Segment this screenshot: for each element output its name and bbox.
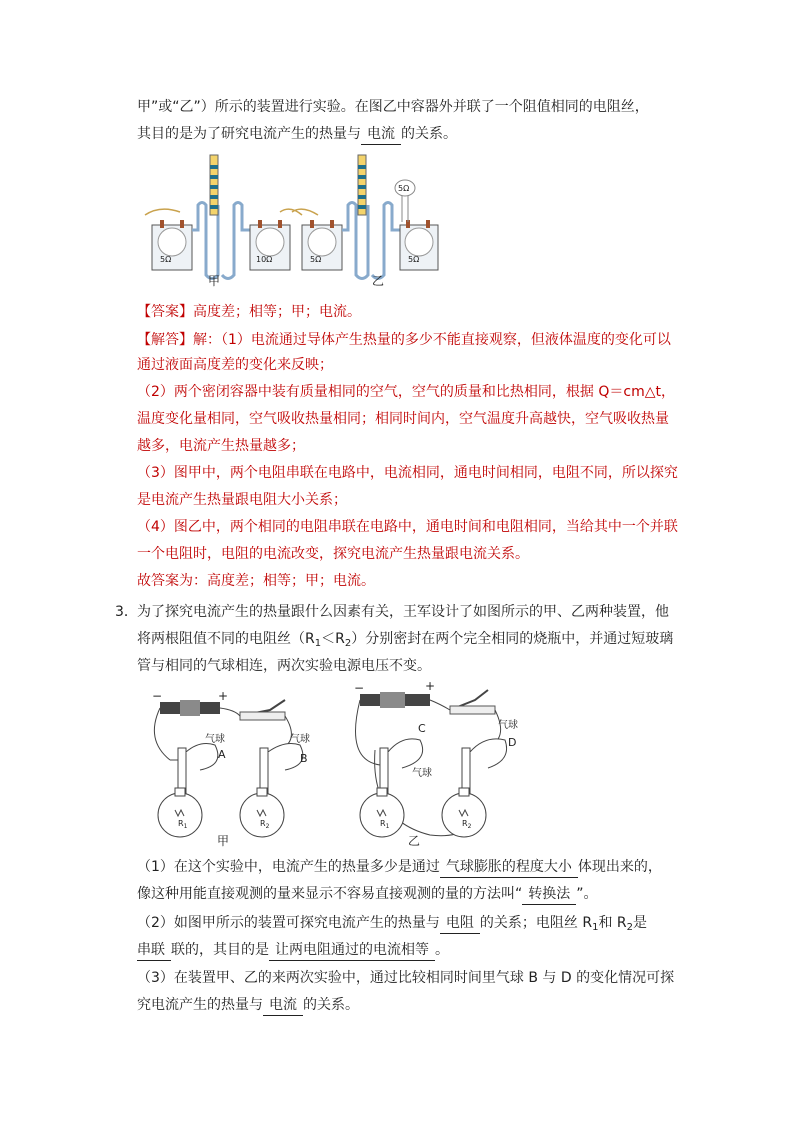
resistor-label: 5Ω — [398, 184, 410, 193]
resistor-label: $R_1$ — [380, 819, 390, 830]
q3-sub2-line2: 串联 联的，其目的是 让两电阻通过的电流相等 。 — [137, 940, 449, 961]
answer-line: 【答案】高度差；相等；甲；电流。 — [137, 304, 361, 320]
solution-line: （3）图甲中，两个电阻串联在电路中，电流相同，通电时间相同，电阻不同，所以探究 — [137, 465, 678, 481]
q3-figure — [140, 680, 540, 845]
resistor-label: 5Ω — [408, 255, 420, 264]
resistor-label: $R_2$ — [260, 819, 270, 830]
q2-intro-line1: 甲”或“乙”）所示的装置进行实验。在图乙中容器外并联了一个阻值相同的电阻丝， — [137, 99, 649, 115]
answer-blank: 气球膨胀的程度大小 — [440, 857, 578, 878]
balloon-label: 气球 — [205, 734, 225, 745]
resistor-label: $R_1$ — [178, 819, 188, 830]
solution-line: 【解答】解：（1）电流通过导体产生热量的多少不能直接观察，但液体温度的变化可以 — [137, 332, 671, 348]
solution-line: 通过液面高度差的变化来反映； — [137, 357, 333, 373]
battery-minus: − — [152, 689, 163, 703]
device-jia — [145, 155, 302, 279]
resistor-label: 5Ω — [310, 255, 322, 264]
answer-blank: 电流 — [361, 124, 401, 145]
device-yi — [292, 155, 438, 279]
answer-blank: 电阻 — [440, 913, 480, 934]
answer-blank: 电流 — [263, 995, 303, 1016]
solution-line: （2）两个密闭容器中装有质量相同的空气，空气的质量和比热相同，根据 Q＝cm△t， — [137, 384, 675, 400]
resistor-label: 10Ω — [256, 255, 273, 264]
q2-intro-line2: 其目的是为了研究电流产生的热量与 电流 的关系。 — [137, 124, 457, 145]
q3-number: 3． — [115, 604, 138, 620]
q3-stem-line3: 管与相同的气球相连，两次实验电源电压不变。 — [137, 658, 431, 674]
device-jia — [152, 689, 310, 837]
q3-sub1-line2: 像这种用能直接观测的量来显示不容易直接观测的量的方法叫“ 转换法 ”。 — [137, 884, 598, 905]
device-yi — [354, 680, 518, 837]
battery-plus: + — [218, 689, 229, 703]
balloon-label: B — [300, 752, 308, 765]
solution-line: 一个电阻时，电阻的电流改变，探究电流产生热量跟电流关系。 — [137, 546, 529, 562]
resistor-label: 5Ω — [160, 255, 172, 264]
battery-plus: + — [425, 680, 436, 693]
figure-caption-jia: 甲 — [217, 834, 230, 848]
figure-caption-yi: 乙 — [372, 274, 385, 288]
q3-sub1-line1: （1）在这个实验中，电流产生的热量多少是通过 气球膨胀的程度大小 体现出来的， — [137, 857, 662, 878]
q2-figure — [140, 150, 440, 290]
solution-tag: 【解答】 — [137, 332, 193, 348]
q3-sub3-line1: （3）在装置甲、乙的来两次实验中，通过比较相同时间里气球 B 与 D 的变化情况可探 — [137, 970, 675, 986]
answer-blank: 让两电阻通过的电流相等 — [269, 940, 435, 961]
solution-line: 越多，电流产生热量越多； — [137, 438, 305, 454]
balloon-label: C — [418, 722, 426, 735]
balloon-label: 气球 — [412, 768, 432, 779]
q3-sub3-line2: 究电流产生的热量与 电流 的关系。 — [137, 995, 359, 1016]
battery-minus: − — [354, 681, 365, 695]
q3-stem-line2: 将两根阻值不同的电阻丝$(R_1<R_2)$分别密封在两个完全相同的烧瓶中，并通过短玻璃 — [137, 631, 674, 649]
solution-line: 温度变化量相同，空气吸收热量相同；相同时间内，空气温度升高越快，空气吸收热量 — [137, 411, 669, 427]
balloon-label: 气球 — [290, 734, 310, 745]
q3-sub2-line1: （2）如图甲所示的装置可探究电流产生的热量与 电阻 的关系；电阻丝 $R_1$和 $R_2$是 — [137, 915, 648, 933]
solution-line: 故答案为：高度差；相等；甲；电流。 — [137, 573, 375, 589]
resistor-label: $R_2$ — [462, 819, 472, 830]
figure-caption-jia: 甲 — [208, 274, 221, 288]
q3-stem-line1: 为了探究电流产生的热量跟什么因素有关，王军设计了如图所示的甲、乙两种装置，他 — [137, 604, 669, 620]
solution-line: （4）图乙中，两个相同的电阻串联在电路中，通电时间和电阻相同，当给其中一个并联 — [137, 519, 678, 535]
balloon-label: 气球 — [498, 720, 518, 731]
balloon-label: A — [218, 748, 226, 761]
solution-line: 是电流产生热量跟电阻大小关系； — [137, 492, 347, 508]
answer-blank: 转换法 — [522, 884, 576, 905]
balloon-label: D — [508, 736, 517, 749]
answer-blank: 串联 — [137, 940, 171, 961]
figure-caption-yi: 乙 — [408, 834, 421, 848]
answer-tag: 【答案】 — [137, 304, 193, 320]
